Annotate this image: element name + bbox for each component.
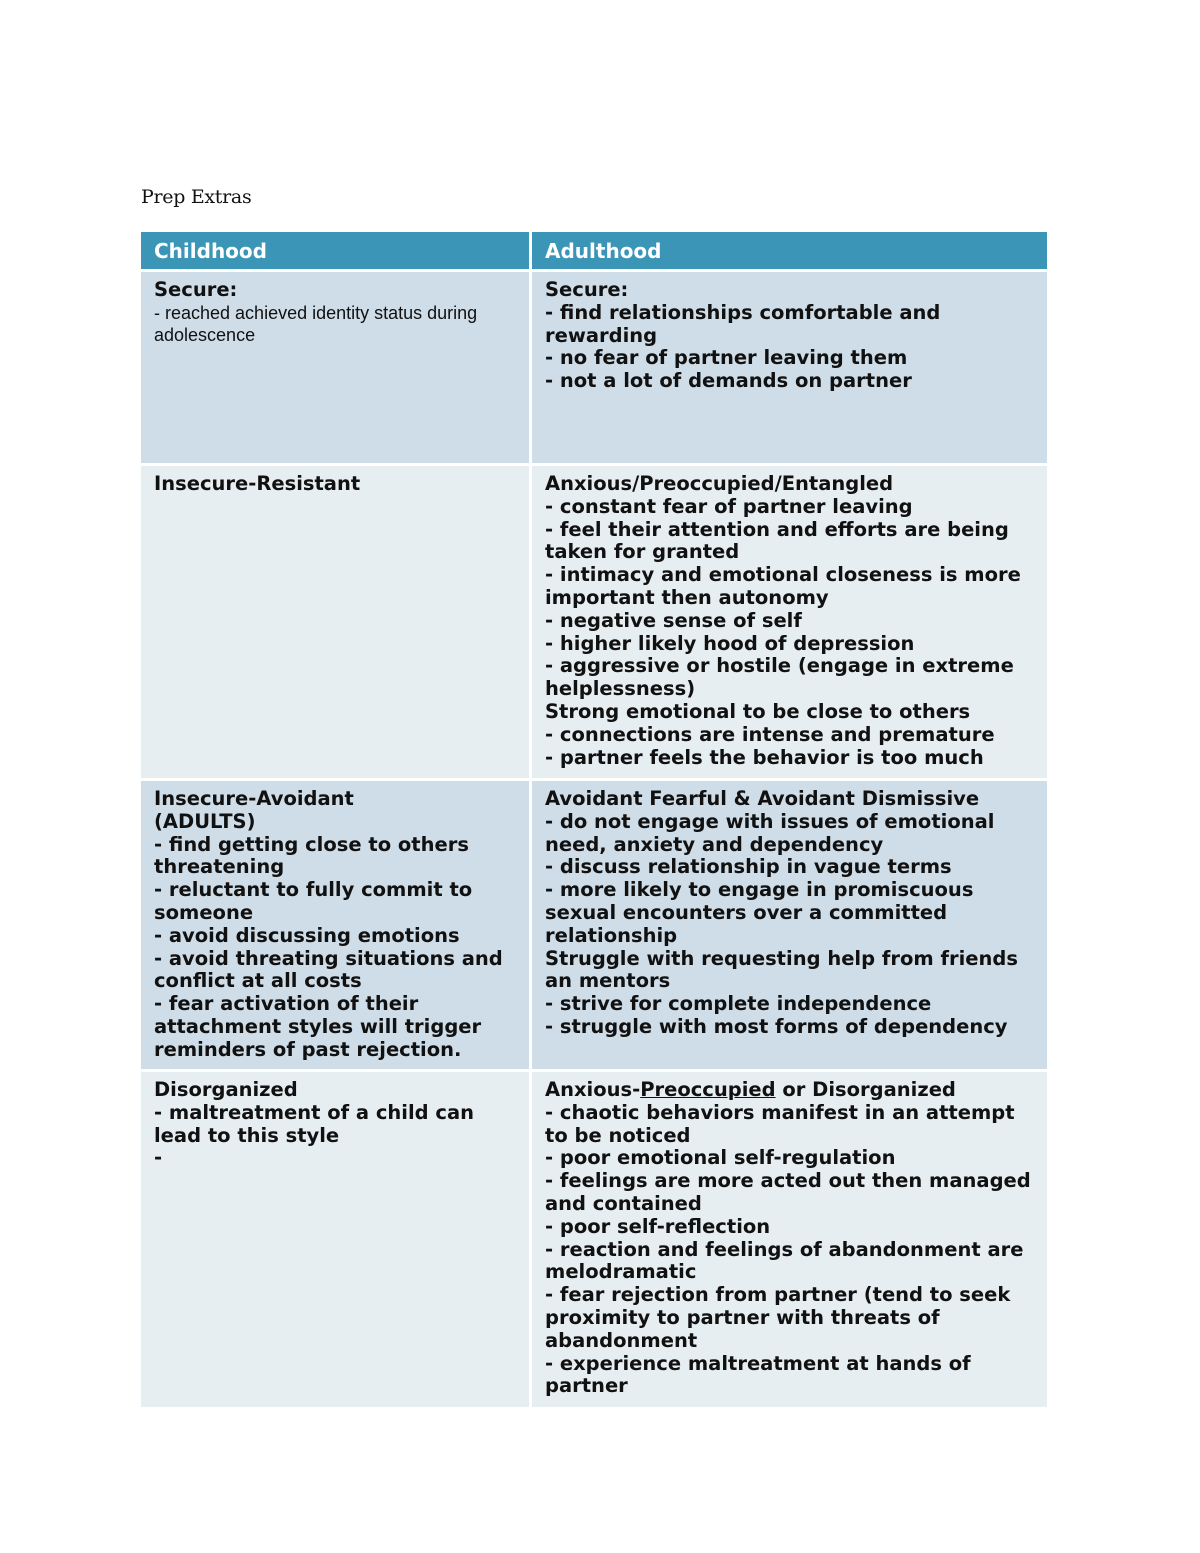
cell-heading: Disorganized	[154, 1078, 298, 1101]
cell-line: - connections are intense and premature	[545, 722, 995, 746]
table-row-insecure-resistant	[141, 466, 1047, 778]
cell-line: - fear rejection from partner (tend to seek proximity to partner with threats of abandonment	[545, 1283, 1011, 1352]
cell-heading: Insecure-Resistant	[154, 472, 361, 495]
cell-line: - experience maltreatment at hands of partner	[545, 1351, 971, 1398]
cell-adulthood-secure	[532, 272, 1047, 463]
cell-adulthood-anxious	[532, 466, 1047, 778]
cell-line: - constant fear of partner leaving	[545, 494, 913, 518]
cell-heading: Anxious/Preoccupied/Entangled	[545, 472, 894, 495]
heading-suffix: or Disorganized	[775, 1078, 956, 1101]
cell-line: - do not engage with issues of emotional need, anxiety and dependency	[545, 809, 995, 856]
cell-line: - aggressive or hostile (engage in extreme helplessness)	[545, 654, 1014, 701]
cell-line: - higher likely hood of depression	[545, 631, 915, 655]
heading-prefix: Anxious-	[545, 1078, 641, 1101]
cell-line: (ADULTS)	[154, 809, 256, 833]
cell-line: - feel their attention and efforts are being taken for granted	[545, 517, 1009, 564]
cell-line: - find getting close to others threatening	[154, 832, 469, 879]
cell-adulthood-avoidant	[532, 781, 1047, 1069]
cell-childhood-insecure-resistant	[141, 466, 529, 778]
cell-line: - poor emotional self-regulation	[545, 1146, 896, 1170]
cell-line: - no fear of partner leaving them	[545, 346, 908, 370]
table-row-disorganized	[141, 1072, 1047, 1407]
cell-line: Strong emotional to be close to others	[545, 699, 971, 723]
cell-childhood-disorganized	[141, 1072, 529, 1407]
cell-heading: Insecure-Avoidant	[154, 787, 354, 810]
cell-line: - struggle with most forms of dependency	[545, 1014, 1008, 1038]
cell-line: - discuss relationship in vague terms	[545, 855, 952, 879]
cell-line: - negative sense of self	[545, 608, 802, 632]
table-row-secure	[141, 272, 1047, 463]
cell-heading: Secure:	[154, 278, 238, 301]
cell-heading: Avoidant Fearful & Avoidant Dismissive	[545, 787, 980, 810]
cell-line: - reluctant to fully commit to someone	[154, 878, 473, 924]
column-header-childhood: Childhood	[141, 232, 529, 269]
cell-line: - intimacy and emotional closeness is more important then autonomy	[545, 563, 1021, 609]
heading-underlined-word: Preoccupied	[640, 1078, 776, 1101]
table-header-row	[141, 232, 1047, 269]
cell-heading: Secure:	[545, 278, 629, 301]
cell-line: -	[154, 1146, 163, 1170]
table-row-insecure-avoidant	[141, 781, 1047, 1069]
cell-line: - more likely to engage in promiscuous sexual encounters over a committed relationship	[545, 878, 974, 947]
cell-line: - avoid threating situations and conflict at all costs	[154, 946, 503, 993]
cell-childhood-insecure-avoidant	[141, 781, 529, 1069]
cell-line: - partner feels the behavior is too much	[545, 745, 984, 769]
cell-line: - reached achieved identity status during adolescence	[154, 302, 478, 346]
cell-line: - not a lot of demands on partner	[545, 369, 912, 393]
page-title: Prep Extras	[141, 186, 252, 208]
cell-line: - maltreatment of a child can lead to this style	[154, 1100, 474, 1147]
cell-childhood-secure	[141, 272, 529, 463]
cell-line: - chaotic behaviors manifest in an attempt to be noticed	[545, 1100, 1015, 1147]
attachment-styles-table	[138, 229, 1050, 1410]
cell-line: - fear activation of their attachment styles will trigger reminders of past rejection.	[154, 992, 482, 1061]
cell-heading	[545, 1079, 1035, 1102]
cell-line: - feelings are more acted out then managed and contained	[545, 1169, 1031, 1215]
column-header-adulthood: Adulthood	[532, 232, 1047, 269]
cell-line: - find relationships comfortable and rewarding	[545, 300, 941, 347]
cell-line: - strive for complete independence	[545, 992, 932, 1016]
cell-adulthood-disorganized	[532, 1072, 1047, 1407]
cell-line: - avoid discussing emotions	[154, 923, 460, 947]
cell-line: - poor self-reflection	[545, 1214, 771, 1238]
cell-line: Struggle with requesting help from friends an mentors	[545, 946, 1018, 993]
cell-line: - reaction and feelings of abandonment are melodramatic	[545, 1237, 1024, 1284]
